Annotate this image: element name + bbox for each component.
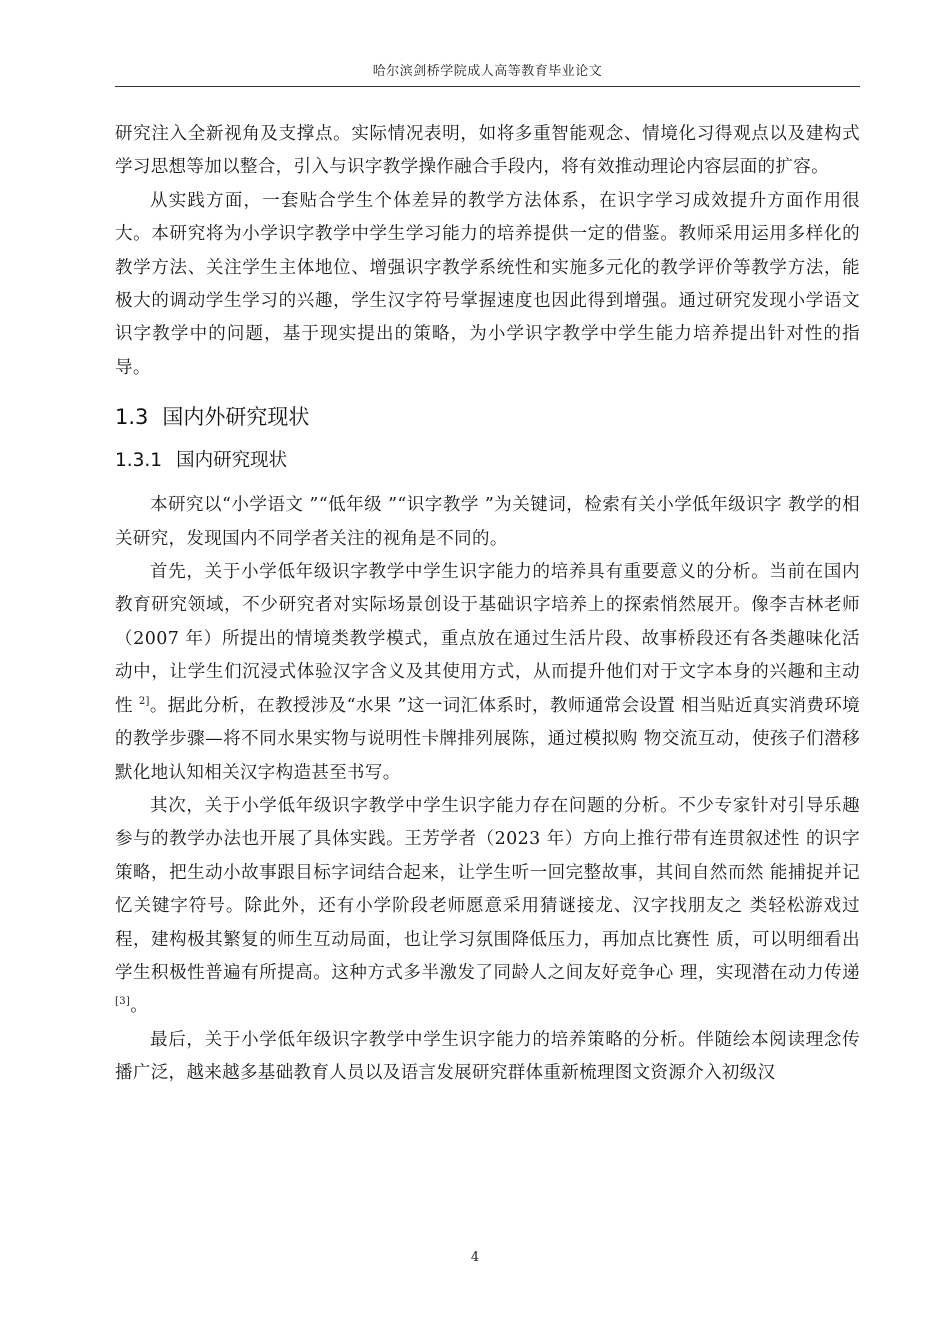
paragraph-first	[115, 556, 860, 790]
running-header: 哈尔滨剑桥学院成人高等教育毕业论文	[372, 64, 603, 79]
subsection-heading-1-3-1	[115, 439, 860, 483]
paragraph-second-text-cont: 。	[130, 996, 149, 1017]
subsection-title: 国内研究现状	[176, 450, 288, 472]
paragraph-first-text: 首先，关于小学低年级识字教学中学生识字能力的培养具有重要意义的分析。当前在国内教育研究领域，不少研究者对实际场景创设于基础识字培养上的探索悄然展开。像李吉林老师（2007 年）所提出的情境类教学模式，重点放在通过生活片段、故事桥段还有各类趣味化活动中，让学生们沉浸式体验汉字含义及其使用方式，从而提升他们对于文字本身的兴趣和主动性	[115, 562, 860, 716]
section-heading-1-3	[115, 395, 860, 439]
paragraph-second	[115, 790, 860, 1024]
paragraph-keywords: 本研究以“小学语文 ”“低年级 ”“识字教学 ”为关键词，检索有关小学低年级识字 教学的相关研究，发现国内不同学者关注的视角是不同的。	[115, 495, 860, 549]
paragraph-second-text: 其次，关于小学低年级识字教学中学生识字能力存在问题的分析。不少专家针对引导乐趣参与的教学办法也开展了具体实践。王芳学者（2023 年）方向上推行带有连贯叙述性 的识字策略，把生动小故事跟目标字词结合起来，让学生听一回完整故事，其间自然而然 能捕捉并记忆关键字符号。除此外，还有小学阶段老师愿意采用猜谜接龙、汉字找朋友之 类轻松游戏过程，建构极其繁复的师生互动局面，也让学习氛围降低压力，再加点比赛性 质，可以明细看出学生积极性普遍有所提高。这种方式多半激发了同龄人之间友好竞争心 理，实现潜在动力传递	[115, 795, 860, 983]
body-text	[115, 118, 860, 1091]
paragraph-practice: 从实践方面，一套贴合学生个体差异的教学方法体系，在识字学习成效提升方面作用很大。本研究将为小学识字教学中学生学习能力的培养提供一定的借鉴。教师采用运用多样化的教学方法、关注学生主体地位、增强识字教学系统性和实施多元化的教学评价等教学方法，能极大的调动学生学习的兴趣，学生汉字符号掌握速度也因此得到增强。通过研究发现小学语文识字教学中的问题，基于现实提出的策略，为小学识字教学中学生能力培养提出针对性的指导。	[115, 190, 860, 378]
citation-2: 2]	[138, 695, 150, 707]
section-title: 国内外研究现状	[162, 405, 310, 430]
paragraph-first-text-cont: 。据此分析，在教授涉及“水果 ”这一词汇体系时，教师通常会设置 相当贴近真实消费环境的教学步骤—将不同水果实物与说明性卡牌排列展陈，通过模拟购 物交流互动，使孩子们潜移默化地认知相关汉字构造甚至书写。	[115, 695, 861, 783]
subsection-number: 1.3.1	[115, 450, 163, 472]
page-number: 4	[470, 1250, 480, 1265]
paragraph-continuation: 研究注入全新视角及支撑点。实际情况表明，如将多重智能观念、情境化习得观点以及建构式学习思想等加以整合，引入与识字教学操作融合手段内，将有效推动理论内容层面的扩容。	[115, 124, 860, 178]
paragraph-last: 最后，关于小学低年级识字教学中学生识字能力的培养策略的分析。伴随绘本阅读理念传播广泛，越来越多基础教育人员以及语言发展研究群体重新梳理图文资源介入初级汉	[115, 1029, 860, 1084]
header-rule	[115, 86, 860, 87]
section-number: 1.3	[115, 405, 149, 430]
citation-3: [3]	[115, 996, 131, 1008]
